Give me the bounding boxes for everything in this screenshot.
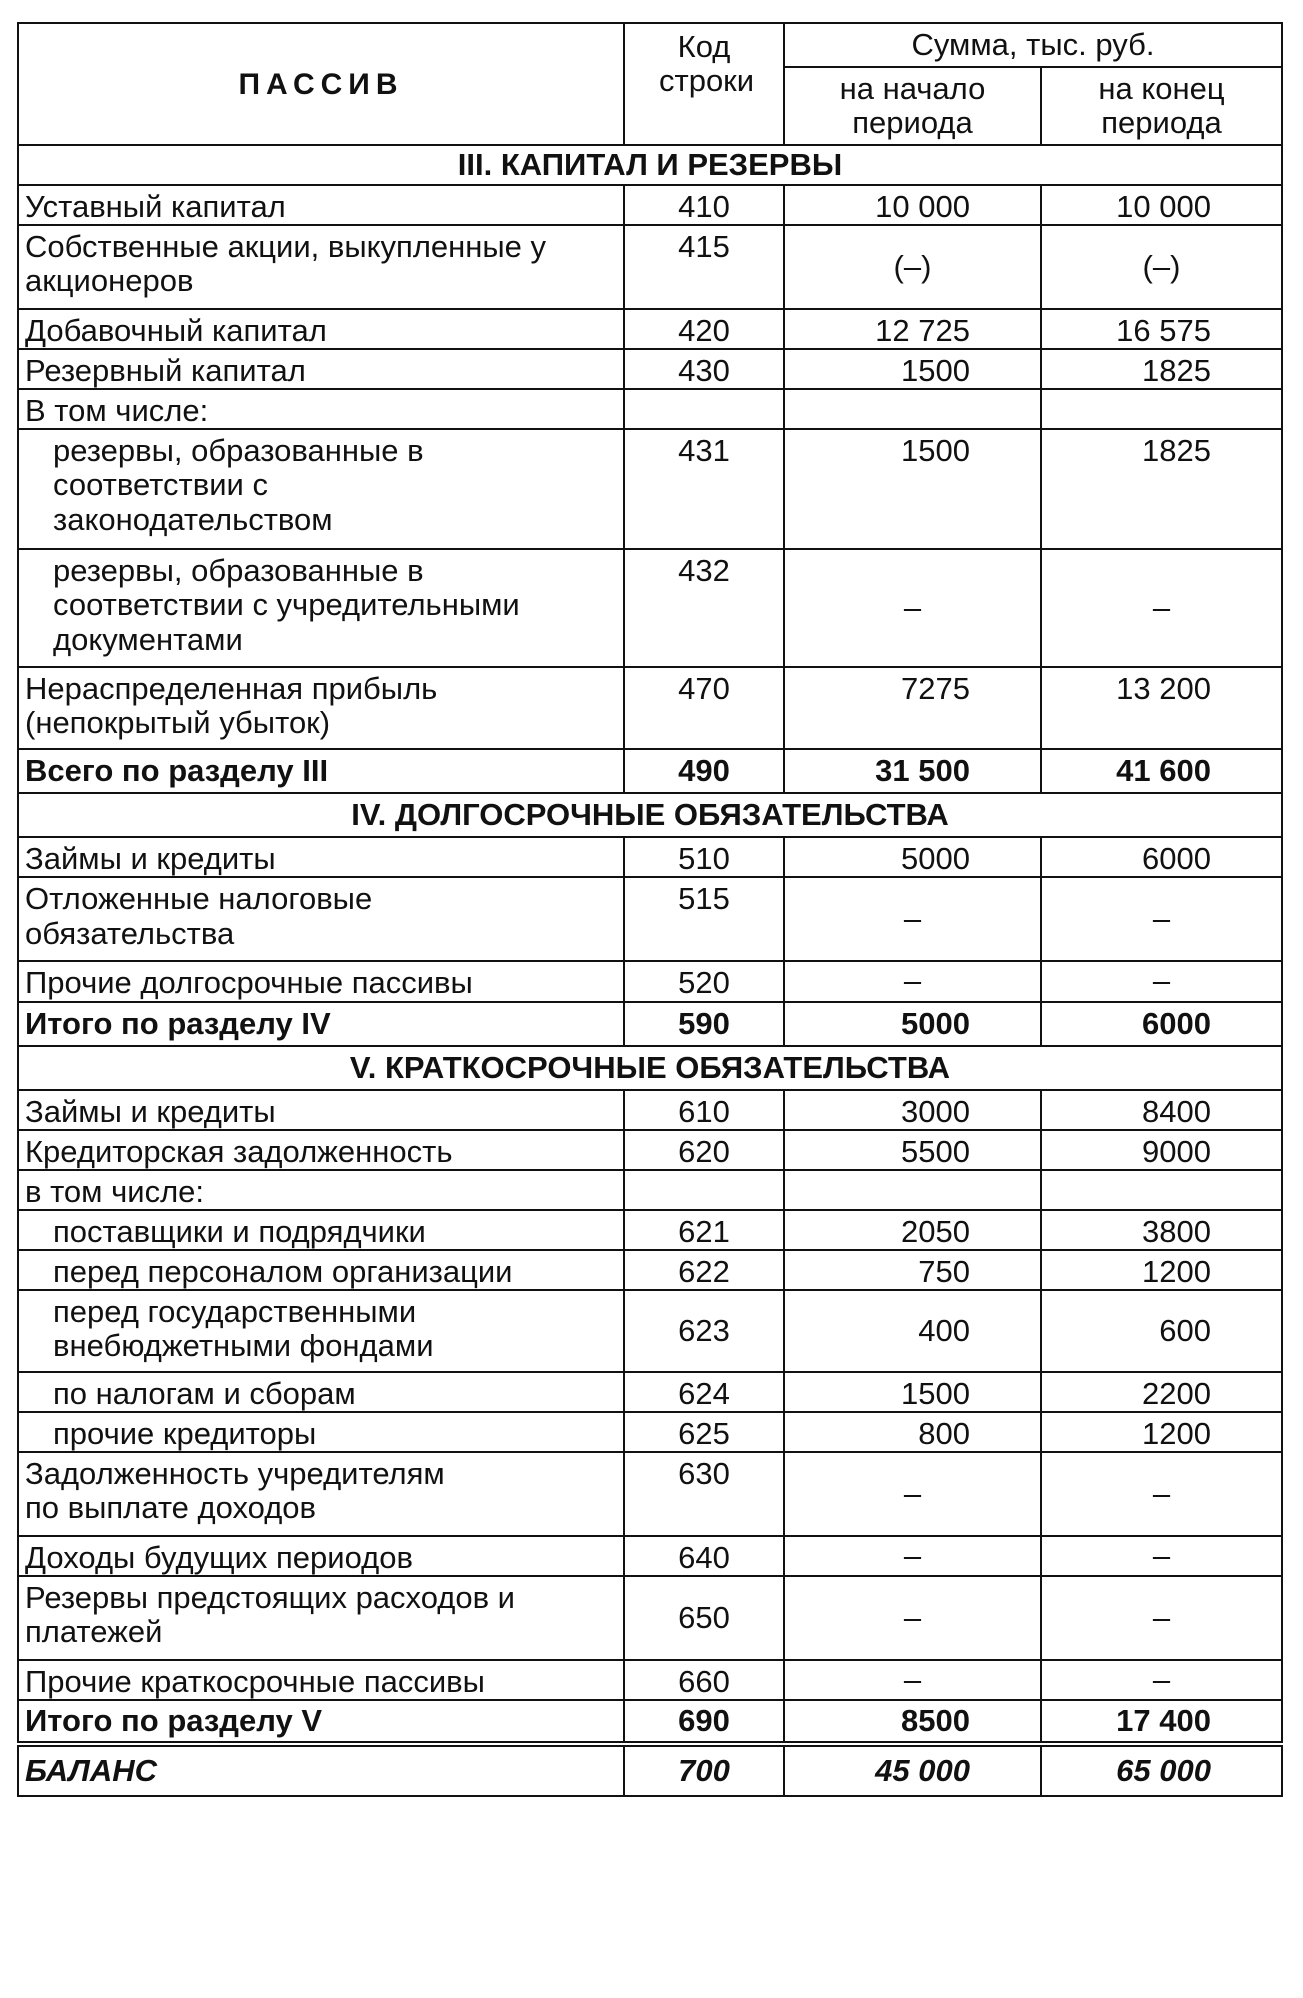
row-label [18, 667, 624, 749]
row-start [784, 389, 1041, 429]
row-label-text: перед государственными внебюджетными фондами [53, 1294, 434, 1364]
section-total-row [18, 1002, 1282, 1046]
row-label: перед персоналом организации [18, 1250, 624, 1290]
total-label: Итого по разделу IV [18, 1002, 624, 1046]
row-code: 415 [624, 225, 784, 309]
row-code: 432 [624, 549, 784, 667]
row-start: – [784, 1536, 1041, 1576]
row-end: 10 000 [1041, 185, 1282, 225]
table-row [18, 1290, 1282, 1372]
balance-sheet-liabilities-table [17, 22, 1283, 1797]
row-start: 7275 [784, 667, 1041, 749]
row-end: 1200 [1041, 1250, 1282, 1290]
row-end: 1825 [1041, 349, 1282, 389]
header-row-1 [18, 23, 1282, 67]
header-code [624, 23, 784, 145]
total-end: 17 400 [1041, 1700, 1282, 1744]
header-title: ПАССИВ [18, 23, 624, 145]
row-label [18, 877, 624, 961]
row-label: Займы и кредиты [18, 837, 624, 877]
row-code: 630 [624, 1452, 784, 1536]
total-label: Итого по разделу V [18, 1700, 624, 1744]
row-end [1041, 1170, 1282, 1210]
row-end: (–) [1041, 225, 1282, 309]
row-code: 640 [624, 1536, 784, 1576]
row-label: по налогам и сборам [18, 1372, 624, 1412]
table-row [18, 225, 1282, 309]
row-end: 1200 [1041, 1412, 1282, 1452]
row-code: 510 [624, 837, 784, 877]
table-row [18, 1576, 1282, 1660]
row-label: прочие кредиторы [18, 1412, 624, 1452]
row-code [624, 1170, 784, 1210]
row-end: 13 200 [1041, 667, 1282, 749]
row-label: Кредиторская задолженность [18, 1130, 624, 1170]
table-row [18, 309, 1282, 349]
total-code: 590 [624, 1002, 784, 1046]
row-label-text: Нераспределенная прибыль (непокрытый убыток) [25, 671, 438, 741]
header-end [1041, 67, 1282, 145]
section-title-row [18, 145, 1282, 185]
row-start: 1500 [784, 349, 1041, 389]
row-label-text: Резервы предстоящих расходов и платежей [25, 1580, 515, 1650]
row-end: – [1041, 1660, 1282, 1700]
table-row [18, 185, 1282, 225]
total-code: 490 [624, 749, 784, 793]
row-label [18, 429, 624, 549]
row-code: 520 [624, 961, 784, 1001]
row-start: – [784, 1452, 1041, 1536]
row-code: 470 [624, 667, 784, 749]
table-row [18, 1210, 1282, 1250]
row-label: В том числе: [18, 389, 624, 429]
table-row [18, 549, 1282, 667]
row-start: 1500 [784, 429, 1041, 549]
section-title-row [18, 1046, 1282, 1090]
total-start: 8500 [784, 1700, 1041, 1744]
row-label: Добавочный капитал [18, 309, 624, 349]
balance-label: БАЛАНС [18, 1744, 624, 1796]
table-row [18, 389, 1282, 429]
table-row [18, 1452, 1282, 1536]
row-start: – [784, 1576, 1041, 1660]
row-label: Уставный капитал [18, 185, 624, 225]
section-total-row [18, 749, 1282, 793]
row-start: 400 [784, 1290, 1041, 1372]
total-start: 31 500 [784, 749, 1041, 793]
row-start: 10 000 [784, 185, 1041, 225]
row-start: 1500 [784, 1372, 1041, 1412]
row-label-text: Задолженность учредителям по выплате доходов [25, 1456, 445, 1526]
total-end: 6000 [1041, 1002, 1282, 1046]
row-label [18, 1576, 624, 1660]
table-row [18, 1250, 1282, 1290]
balance-code: 700 [624, 1744, 784, 1796]
row-label: в том числе: [18, 1170, 624, 1210]
table-row [18, 429, 1282, 549]
balance-end: 65 000 [1041, 1744, 1282, 1796]
row-code: 620 [624, 1130, 784, 1170]
row-end: – [1041, 1576, 1282, 1660]
row-label-text: Отложенные налоговые обязательства [25, 881, 373, 951]
row-end: 3800 [1041, 1210, 1282, 1250]
row-code: 625 [624, 1412, 784, 1452]
row-end: 600 [1041, 1290, 1282, 1372]
row-code: 660 [624, 1660, 784, 1700]
row-label [18, 549, 624, 667]
section-title-row [18, 793, 1282, 837]
row-code [624, 389, 784, 429]
row-end: – [1041, 877, 1282, 961]
row-start: 800 [784, 1412, 1041, 1452]
row-code: 621 [624, 1210, 784, 1250]
table-row [18, 877, 1282, 961]
table-row [18, 349, 1282, 389]
row-start: – [784, 877, 1041, 961]
section-title: V. КРАТКОСРОЧНЫЕ ОБЯЗАТЕЛЬСТВА [18, 1046, 1282, 1090]
total-label: Всего по разделу III [18, 749, 624, 793]
row-label-text: резервы, образованные в соответствии с учредительными документами [53, 553, 520, 657]
table-row [18, 1536, 1282, 1576]
row-label: Прочие краткосрочные пассивы [18, 1660, 624, 1700]
row-end: 1825 [1041, 429, 1282, 549]
row-end: – [1041, 961, 1282, 1001]
header-start [784, 67, 1041, 145]
table-row [18, 1170, 1282, 1210]
row-code: 420 [624, 309, 784, 349]
row-start [784, 1170, 1041, 1210]
row-code: 623 [624, 1290, 784, 1372]
row-end: 16 575 [1041, 309, 1282, 349]
table-row [18, 667, 1282, 749]
row-end: 2200 [1041, 1372, 1282, 1412]
row-start: 750 [784, 1250, 1041, 1290]
header-start-label: на начало периода [839, 70, 986, 140]
balance-row [18, 1744, 1282, 1796]
row-end: – [1041, 549, 1282, 667]
row-end [1041, 389, 1282, 429]
row-start: 12 725 [784, 309, 1041, 349]
total-code: 690 [624, 1700, 784, 1744]
row-end: – [1041, 1452, 1282, 1536]
header-code-label: Код строки [659, 29, 755, 99]
row-end: 9000 [1041, 1130, 1282, 1170]
row-start: 5000 [784, 837, 1041, 877]
row-start: 3000 [784, 1090, 1041, 1130]
section-title: III. КАПИТАЛ И РЕЗЕРВЫ [18, 145, 1282, 185]
row-label: Прочие долгосрочные пассивы [18, 961, 624, 1001]
row-code: 624 [624, 1372, 784, 1412]
row-code: 610 [624, 1090, 784, 1130]
row-end: 8400 [1041, 1090, 1282, 1130]
row-label [18, 225, 624, 309]
row-start: – [784, 549, 1041, 667]
table-row [18, 961, 1282, 1001]
table-row [18, 1130, 1282, 1170]
row-label: Резервный капитал [18, 349, 624, 389]
total-start: 5000 [784, 1002, 1041, 1046]
table-row [18, 1372, 1282, 1412]
row-code: 515 [624, 877, 784, 961]
header-sum: Сумма, тыс. руб. [784, 23, 1282, 67]
section-title: IV. ДОЛГОСРОЧНЫЕ ОБЯЗАТЕЛЬСТВА [18, 793, 1282, 837]
row-label: Доходы будущих периодов [18, 1536, 624, 1576]
row-label [18, 1452, 624, 1536]
row-end: 6000 [1041, 837, 1282, 877]
row-code: 431 [624, 429, 784, 549]
balance-start: 45 000 [784, 1744, 1041, 1796]
row-code: 622 [624, 1250, 784, 1290]
row-label-text: Собственные акции, выкупленные у акционеров [25, 229, 547, 299]
row-start: (–) [784, 225, 1041, 309]
table-row [18, 1660, 1282, 1700]
total-end: 41 600 [1041, 749, 1282, 793]
table-row [18, 1412, 1282, 1452]
table-row [18, 1090, 1282, 1130]
row-start: – [784, 1660, 1041, 1700]
row-label-text: резервы, образованные в соответствии с законодательством [53, 433, 424, 537]
row-code: 410 [624, 185, 784, 225]
row-code: 430 [624, 349, 784, 389]
row-code: 650 [624, 1576, 784, 1660]
table-row [18, 837, 1282, 877]
row-label: Займы и кредиты [18, 1090, 624, 1130]
header-end-label: на конец периода [1098, 70, 1225, 140]
row-start: 5500 [784, 1130, 1041, 1170]
row-start: – [784, 961, 1041, 1001]
row-start: 2050 [784, 1210, 1041, 1250]
row-end: – [1041, 1536, 1282, 1576]
section-total-row [18, 1700, 1282, 1744]
row-label [18, 1290, 624, 1372]
row-label: поставщики и подрядчики [18, 1210, 624, 1250]
